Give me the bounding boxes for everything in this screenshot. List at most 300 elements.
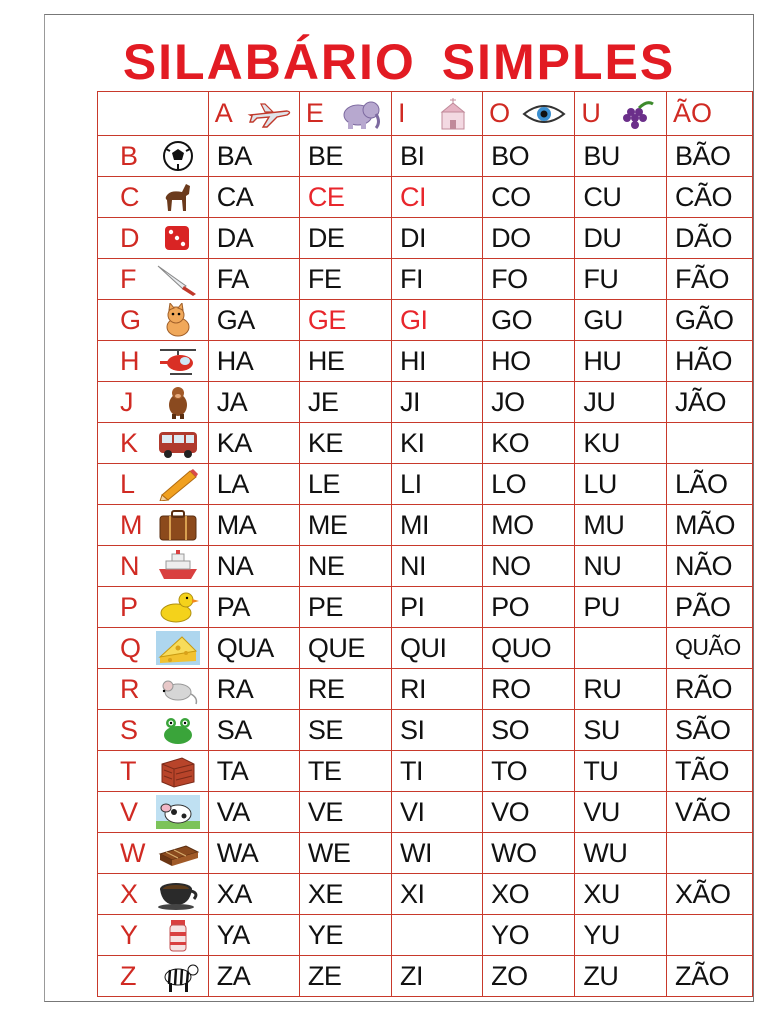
consonant-cell bbox=[98, 341, 209, 382]
syllable-text: WI bbox=[400, 837, 433, 868]
consonant-cell bbox=[98, 956, 209, 997]
syllable-text: RI bbox=[400, 673, 427, 704]
syllable-cell bbox=[483, 710, 575, 751]
cup-icon bbox=[156, 877, 200, 911]
table-row bbox=[98, 300, 753, 341]
syllable-text: FI bbox=[400, 263, 424, 294]
syllable-cell bbox=[666, 710, 752, 751]
syllable-text: FO bbox=[491, 263, 528, 294]
syllable-cell bbox=[392, 464, 483, 505]
syllable-cell bbox=[299, 751, 391, 792]
syllable-cell bbox=[208, 874, 299, 915]
syllable-cell bbox=[483, 546, 575, 587]
syllable-text: JI bbox=[400, 386, 421, 417]
consonant-letter: K bbox=[120, 427, 139, 458]
syllable-text: DO bbox=[491, 222, 531, 253]
consonant-cell bbox=[98, 423, 209, 464]
syllable-cell bbox=[575, 833, 667, 874]
syllable-cell bbox=[483, 587, 575, 628]
syllable-cell bbox=[483, 464, 575, 505]
syllable-cell bbox=[299, 423, 391, 464]
syllable-text: CÃO bbox=[674, 181, 732, 212]
syllable-text: MÃO bbox=[674, 509, 735, 540]
syllable-cell bbox=[666, 423, 752, 464]
cow-icon bbox=[156, 795, 200, 829]
syllable-cell bbox=[392, 136, 483, 177]
syllable-cell bbox=[392, 341, 483, 382]
table-row bbox=[98, 136, 753, 177]
vowel-letter: U bbox=[581, 98, 601, 128]
syllable-cell bbox=[575, 382, 667, 423]
table-row bbox=[98, 341, 753, 382]
syllable-cell bbox=[208, 669, 299, 710]
syllable-text: TI bbox=[400, 755, 424, 786]
syllable-text: SA bbox=[216, 714, 252, 745]
syllable-text: JU bbox=[583, 386, 616, 417]
syllable-text: JO bbox=[491, 386, 525, 417]
syllable-text: XU bbox=[583, 878, 620, 909]
syllable-text: QUA bbox=[216, 632, 274, 663]
syllable-cell bbox=[208, 915, 299, 956]
syllable-text: BU bbox=[583, 140, 620, 171]
syllable-cell bbox=[666, 956, 752, 997]
syllable-cell bbox=[483, 669, 575, 710]
syllable-cell bbox=[392, 751, 483, 792]
consonant-cell bbox=[98, 669, 209, 710]
consonant-letter: V bbox=[120, 796, 139, 827]
pencil-icon bbox=[156, 467, 200, 501]
consonant-letter: X bbox=[120, 878, 139, 909]
table-row bbox=[98, 382, 753, 423]
syllable-text: ZA bbox=[216, 960, 251, 991]
vowel-header-1 bbox=[299, 92, 391, 136]
table-row bbox=[98, 792, 753, 833]
syllable-text: MA bbox=[216, 509, 257, 540]
syllable-cell bbox=[299, 956, 391, 997]
syllable-text: ZO bbox=[491, 960, 528, 991]
syllable-text bbox=[667, 838, 675, 868]
consonant-letter: C bbox=[120, 181, 140, 212]
syllable-cell bbox=[483, 751, 575, 792]
syllable-cell bbox=[575, 300, 667, 341]
syllable-cell bbox=[575, 915, 667, 956]
syllable-text: XE bbox=[307, 878, 343, 909]
syllable-text: CU bbox=[583, 181, 622, 212]
syllable-cell bbox=[392, 177, 483, 218]
syllable-cell bbox=[575, 218, 667, 259]
syllabary-sheet bbox=[44, 14, 754, 1002]
syllable-cell bbox=[392, 669, 483, 710]
syllable-cell bbox=[392, 833, 483, 874]
consonant-letter: G bbox=[120, 304, 142, 335]
frog-icon bbox=[156, 713, 200, 747]
syllable-text: PU bbox=[583, 591, 620, 622]
consonant-letter: H bbox=[120, 345, 140, 376]
consonant-cell bbox=[98, 751, 209, 792]
syllable-cell bbox=[483, 259, 575, 300]
syllable-cell bbox=[208, 833, 299, 874]
syllable-text bbox=[667, 428, 675, 458]
consonant-letter: T bbox=[120, 755, 137, 786]
syllable-text bbox=[392, 920, 400, 950]
syllable-text: GE bbox=[307, 304, 346, 335]
syllable-cell bbox=[299, 505, 391, 546]
syllable-cell bbox=[299, 628, 391, 669]
yogurt-icon bbox=[156, 918, 200, 952]
dice-icon bbox=[156, 221, 200, 255]
cat-icon bbox=[156, 303, 200, 337]
syllable-text: LU bbox=[583, 468, 617, 499]
syllable-cell bbox=[208, 259, 299, 300]
syllable-text: PI bbox=[400, 591, 425, 622]
consonant-cell bbox=[98, 792, 209, 833]
consonant-cell bbox=[98, 628, 209, 669]
syllable-text: QUE bbox=[307, 632, 365, 663]
syllable-text: QUI bbox=[400, 632, 447, 663]
table-row bbox=[98, 218, 753, 259]
syllable-text: DE bbox=[307, 222, 345, 253]
table-row bbox=[98, 833, 753, 874]
syllable-text: XÃO bbox=[674, 878, 731, 909]
syllable-text: LE bbox=[307, 468, 340, 499]
syllable-cell bbox=[392, 628, 483, 669]
consonant-letter: W bbox=[120, 837, 146, 868]
syllable-text: GA bbox=[216, 304, 255, 335]
syllable-text: SÃO bbox=[674, 714, 731, 745]
syllable-cell bbox=[666, 628, 752, 669]
eye-icon bbox=[521, 98, 567, 130]
syllable-cell bbox=[666, 300, 752, 341]
consonant-cell bbox=[98, 710, 209, 751]
vowel-header-3 bbox=[483, 92, 575, 136]
syllable-text: YA bbox=[216, 919, 250, 950]
church-icon bbox=[430, 98, 476, 130]
consonant-letter: B bbox=[120, 140, 139, 171]
consonant-letter: J bbox=[120, 386, 134, 417]
syllable-text: PÃO bbox=[674, 591, 731, 622]
helicopter-icon bbox=[156, 344, 200, 378]
syllable-text: PA bbox=[216, 591, 250, 622]
consonant-letter: R bbox=[120, 673, 140, 704]
syllable-text: XO bbox=[491, 878, 530, 909]
syllable-cell bbox=[208, 792, 299, 833]
syllable-text: KU bbox=[583, 427, 620, 458]
vowel-letter: A bbox=[214, 98, 233, 128]
syllable-cell bbox=[666, 382, 752, 423]
consonant-letter: N bbox=[120, 550, 140, 581]
syllable-text: GI bbox=[400, 304, 428, 335]
syllable-cell bbox=[392, 546, 483, 587]
syllable-cell bbox=[483, 874, 575, 915]
syllable-cell bbox=[575, 177, 667, 218]
syllable-text: NÃO bbox=[674, 550, 732, 581]
syllable-text: FÃO bbox=[674, 263, 729, 294]
syllable-text: ZÃO bbox=[674, 960, 729, 991]
syllable-cell bbox=[299, 341, 391, 382]
syllable-text: LÃO bbox=[674, 468, 728, 499]
consonant-cell bbox=[98, 874, 209, 915]
syllable-text: HI bbox=[400, 345, 427, 376]
syllable-cell bbox=[392, 382, 483, 423]
syllable-text: ZU bbox=[583, 960, 619, 991]
syllable-cell bbox=[392, 956, 483, 997]
syllable-text: TO bbox=[491, 755, 528, 786]
consonant-letter: Z bbox=[120, 960, 137, 991]
syllable-cell bbox=[208, 177, 299, 218]
syllable-cell bbox=[575, 751, 667, 792]
consonant-letter: M bbox=[120, 509, 143, 540]
syllable-text: BO bbox=[491, 140, 530, 171]
syllable-cell bbox=[483, 505, 575, 546]
table-row bbox=[98, 423, 753, 464]
syllable-cell bbox=[575, 546, 667, 587]
syllable-cell bbox=[392, 505, 483, 546]
mouse-icon bbox=[156, 672, 200, 706]
syllable-text: QUÃO bbox=[674, 634, 741, 660]
table-row bbox=[98, 587, 753, 628]
syllable-cell bbox=[299, 218, 391, 259]
syllable-text: TA bbox=[216, 755, 249, 786]
syllable-text: VO bbox=[491, 796, 530, 827]
table-row bbox=[98, 628, 753, 669]
van-icon bbox=[156, 426, 200, 460]
consonant-letter: L bbox=[120, 468, 136, 499]
knife-icon bbox=[156, 262, 200, 296]
syllable-cell bbox=[208, 751, 299, 792]
syllable-text: WA bbox=[216, 837, 259, 868]
syllable-text: WE bbox=[307, 837, 351, 868]
syllable-cell bbox=[575, 587, 667, 628]
syllable-cell bbox=[208, 505, 299, 546]
consonant-cell bbox=[98, 915, 209, 956]
syllable-text: VU bbox=[583, 796, 620, 827]
grapes-icon bbox=[613, 98, 659, 130]
duck-icon bbox=[156, 590, 200, 624]
syllable-text: PE bbox=[307, 591, 343, 622]
syllable-cell bbox=[575, 874, 667, 915]
syllable-text: TÃO bbox=[674, 755, 729, 786]
syllable-cell bbox=[208, 136, 299, 177]
syllable-text: NI bbox=[400, 550, 427, 581]
syllable-text: XI bbox=[400, 878, 425, 909]
syllable-cell bbox=[575, 792, 667, 833]
table-row bbox=[98, 505, 753, 546]
syllable-text: YE bbox=[307, 919, 343, 950]
syllable-cell bbox=[208, 300, 299, 341]
syllable-text bbox=[667, 920, 675, 950]
syllable-cell bbox=[575, 505, 667, 546]
syllable-cell bbox=[208, 464, 299, 505]
syllable-cell bbox=[575, 956, 667, 997]
syllable-cell bbox=[392, 915, 483, 956]
syllable-cell bbox=[575, 710, 667, 751]
consonant-letter: P bbox=[120, 591, 139, 622]
syllable-text: KO bbox=[491, 427, 530, 458]
syllable-cell bbox=[299, 792, 391, 833]
syllable-text: CE bbox=[307, 181, 345, 212]
syllable-cell bbox=[666, 546, 752, 587]
syllable-cell bbox=[666, 587, 752, 628]
syllable-table bbox=[97, 91, 753, 997]
ship-icon bbox=[156, 549, 200, 583]
syllable-cell bbox=[666, 136, 752, 177]
ball-icon bbox=[156, 139, 200, 173]
syllable-text: HO bbox=[491, 345, 531, 376]
syllable-cell bbox=[575, 259, 667, 300]
syllable-text: NE bbox=[307, 550, 345, 581]
syllable-cell bbox=[208, 341, 299, 382]
syllable-cell bbox=[208, 587, 299, 628]
syllable-text: MO bbox=[491, 509, 534, 540]
syllable-text: PO bbox=[491, 591, 530, 622]
horse-icon bbox=[156, 180, 200, 214]
syllable-text: RU bbox=[583, 673, 622, 704]
table-row bbox=[98, 259, 753, 300]
syllable-text: TE bbox=[307, 755, 342, 786]
syllable-text: LI bbox=[400, 468, 422, 499]
vowel-letter: E bbox=[305, 98, 324, 128]
syllable-text: WU bbox=[583, 837, 628, 868]
syllable-text: CA bbox=[216, 181, 254, 212]
vowel-letter: ÃO bbox=[672, 98, 712, 128]
syllable-text: JE bbox=[307, 386, 339, 417]
syllable-text: VA bbox=[216, 796, 250, 827]
vowel-header-2 bbox=[392, 92, 483, 136]
syllable-cell bbox=[299, 546, 391, 587]
table-row bbox=[98, 669, 753, 710]
boar-icon bbox=[156, 385, 200, 419]
consonant-cell bbox=[98, 177, 209, 218]
vowel-letter: I bbox=[398, 98, 406, 128]
table-row bbox=[98, 546, 753, 587]
syllable-cell bbox=[299, 464, 391, 505]
syllable-cell bbox=[483, 218, 575, 259]
syllable-text: NA bbox=[216, 550, 254, 581]
consonant-letter: F bbox=[120, 263, 137, 294]
syllable-cell bbox=[299, 833, 391, 874]
brick-icon bbox=[156, 754, 200, 788]
syllable-text: DU bbox=[583, 222, 622, 253]
syllable-cell bbox=[299, 259, 391, 300]
syllable-cell bbox=[208, 628, 299, 669]
consonant-cell bbox=[98, 136, 209, 177]
syllable-text: SU bbox=[583, 714, 620, 745]
consonant-cell bbox=[98, 833, 209, 874]
syllable-cell bbox=[299, 874, 391, 915]
syllable-cell bbox=[392, 423, 483, 464]
syllable-text: KI bbox=[400, 427, 425, 458]
syllable-text: BA bbox=[216, 140, 252, 171]
table-row bbox=[98, 915, 753, 956]
syllable-cell bbox=[299, 669, 391, 710]
vowel-header-5 bbox=[666, 92, 752, 136]
syllable-cell bbox=[392, 792, 483, 833]
consonant-letter: S bbox=[120, 714, 139, 745]
syllable-cell bbox=[299, 382, 391, 423]
syllable-cell bbox=[392, 874, 483, 915]
syllable-cell bbox=[666, 177, 752, 218]
syllable-text: HU bbox=[583, 345, 622, 376]
syllable-text: NU bbox=[583, 550, 622, 581]
syllable-cell bbox=[483, 136, 575, 177]
consonant-cell bbox=[98, 259, 209, 300]
syllable-text: DI bbox=[400, 222, 427, 253]
syllable-text: FU bbox=[583, 263, 619, 294]
syllable-text: HA bbox=[216, 345, 254, 376]
syllable-cell bbox=[666, 915, 752, 956]
table-row bbox=[98, 710, 753, 751]
table-row bbox=[98, 751, 753, 792]
consonant-cell bbox=[98, 587, 209, 628]
syllable-text: BI bbox=[400, 140, 425, 171]
consonant-cell bbox=[98, 218, 209, 259]
syllable-text: JA bbox=[216, 386, 248, 417]
syllable-text: ME bbox=[307, 509, 348, 540]
syllable-cell bbox=[483, 300, 575, 341]
syllable-cell bbox=[299, 710, 391, 751]
syllable-text: SO bbox=[491, 714, 530, 745]
airplane-icon bbox=[247, 98, 293, 130]
syllable-cell bbox=[392, 218, 483, 259]
syllable-text: JÃO bbox=[674, 386, 726, 417]
consonant-letter: D bbox=[120, 222, 140, 253]
syllable-text: VE bbox=[307, 796, 343, 827]
syllable-cell bbox=[392, 587, 483, 628]
table-row bbox=[98, 464, 753, 505]
syllable-cell bbox=[575, 628, 667, 669]
table-row bbox=[98, 874, 753, 915]
syllable-cell bbox=[666, 341, 752, 382]
syllable-text: DÃO bbox=[674, 222, 732, 253]
syllable-cell bbox=[666, 833, 752, 874]
syllable-text: VÃO bbox=[674, 796, 731, 827]
table-row bbox=[98, 177, 753, 218]
syllable-text: CO bbox=[491, 181, 531, 212]
syllable-cell bbox=[208, 423, 299, 464]
consonant-cell bbox=[98, 464, 209, 505]
consonant-cell bbox=[98, 546, 209, 587]
syllable-cell bbox=[208, 710, 299, 751]
syllable-text: RA bbox=[216, 673, 254, 704]
consonant-letter: Q bbox=[120, 632, 142, 663]
syllable-text: RÃO bbox=[674, 673, 732, 704]
syllable-text: YO bbox=[491, 919, 530, 950]
table-row bbox=[98, 956, 753, 997]
syllable-cell bbox=[208, 218, 299, 259]
syllable-text: GÃO bbox=[674, 304, 734, 335]
syllable-text: RO bbox=[491, 673, 531, 704]
syllable-cell bbox=[575, 464, 667, 505]
syllable-cell bbox=[483, 915, 575, 956]
syllable-text: BE bbox=[307, 140, 343, 171]
syllable-text: HÃO bbox=[674, 345, 732, 376]
syllable-cell bbox=[208, 956, 299, 997]
suitcase-icon bbox=[156, 508, 200, 542]
consonant-cell bbox=[98, 382, 209, 423]
syllable-text: TU bbox=[583, 755, 619, 786]
cheese-icon bbox=[156, 631, 200, 665]
syllable-cell bbox=[299, 300, 391, 341]
syllable-cell bbox=[575, 669, 667, 710]
syllable-cell bbox=[575, 423, 667, 464]
syllable-text: QUO bbox=[491, 632, 552, 663]
syllable-cell bbox=[666, 792, 752, 833]
syllable-cell bbox=[299, 136, 391, 177]
syllable-cell bbox=[666, 669, 752, 710]
syllable-text: KA bbox=[216, 427, 252, 458]
syllable-cell bbox=[666, 259, 752, 300]
syllable-text: MU bbox=[583, 509, 625, 540]
